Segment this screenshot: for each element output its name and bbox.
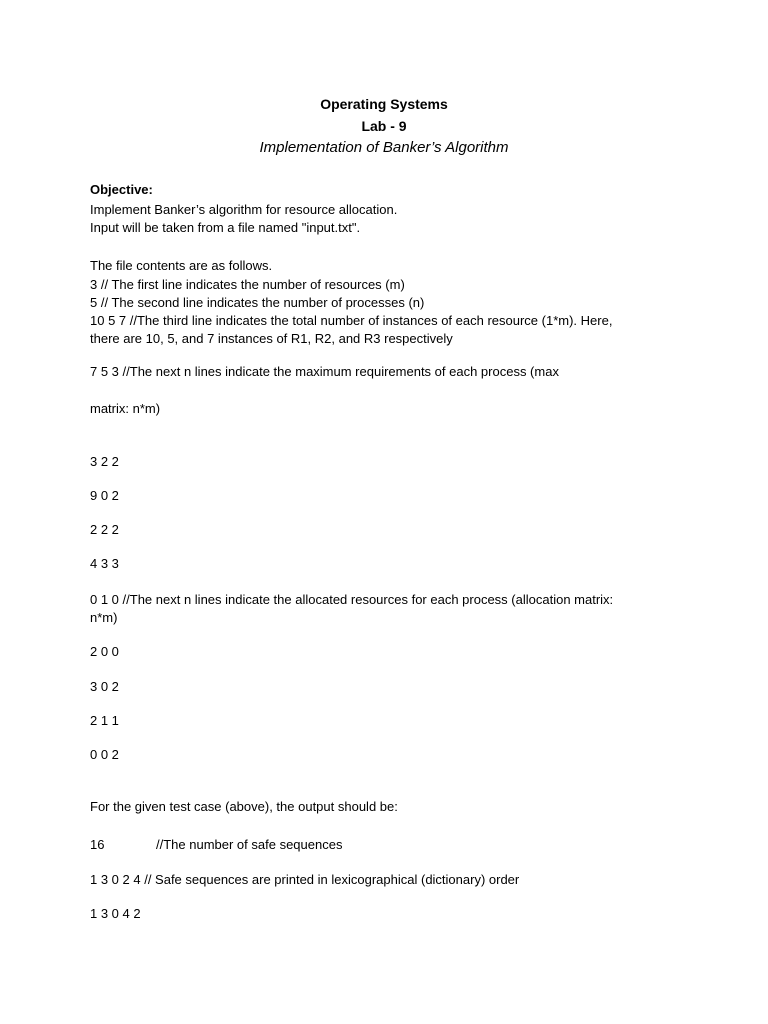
objective-line: Input will be taken from a file named "input.txt". (90, 220, 361, 235)
safe-sequence-count-line (90, 837, 342, 853)
total-instances-line-cont: there are 10, 5, and 7 instances of R1, R2, and R3 respectively (90, 331, 453, 346)
course-title: Operating Systems (320, 96, 448, 112)
total-instances-line: 10 5 7 //The third line indicates the total number of instances of each resource (1*m). Here, (90, 313, 613, 328)
safe-sequence-count: 16 (90, 837, 105, 852)
allocation-matrix-row: 2 0 0 (90, 644, 119, 659)
max-matrix-row: 3 2 2 (90, 454, 119, 469)
lab-number: Lab - 9 (361, 118, 407, 134)
objective-line: Implement Banker’s algorithm for resource allocation. (90, 202, 398, 217)
output-intro: For the given test case (above), the output should be: (90, 799, 398, 814)
safe-sequence: 1 3 0 2 4 // Safe sequences are printed in lexicographical (dictionary) order (90, 872, 520, 887)
file-contents-intro: The file contents are as follows. (90, 258, 273, 273)
max-matrix-label: matrix: n*m) (90, 401, 161, 416)
allocation-matrix-label: n*m) (90, 610, 118, 625)
processes-line: 5 // The second line indicates the number of processes (n) (90, 295, 425, 310)
allocation-matrix-first-row: 0 1 0 //The next n lines indicate the allocated resources for each process (allocation matrix: (90, 592, 614, 607)
resources-line: 3 // The first line indicates the number of resources (m) (90, 277, 405, 292)
allocation-matrix-row: 2 1 1 (90, 713, 119, 728)
allocation-matrix-row: 3 0 2 (90, 679, 119, 694)
safe-sequence: 1 3 0 4 2 (90, 906, 141, 921)
max-matrix-row: 2 2 2 (90, 522, 119, 537)
objective-label: Objective: (90, 182, 153, 197)
max-matrix-first-row: 7 5 3 //The next n lines indicate the maximum requirements of each process (max (90, 364, 559, 379)
max-matrix-row: 9 0 2 (90, 488, 119, 503)
safe-sequence-count-comment: //The number of safe sequences (156, 837, 343, 852)
max-matrix-row: 4 3 3 (90, 556, 119, 571)
lab-subtitle: Implementation of Banker’s Algorithm (259, 139, 509, 156)
allocation-matrix-row: 0 0 2 (90, 747, 119, 762)
